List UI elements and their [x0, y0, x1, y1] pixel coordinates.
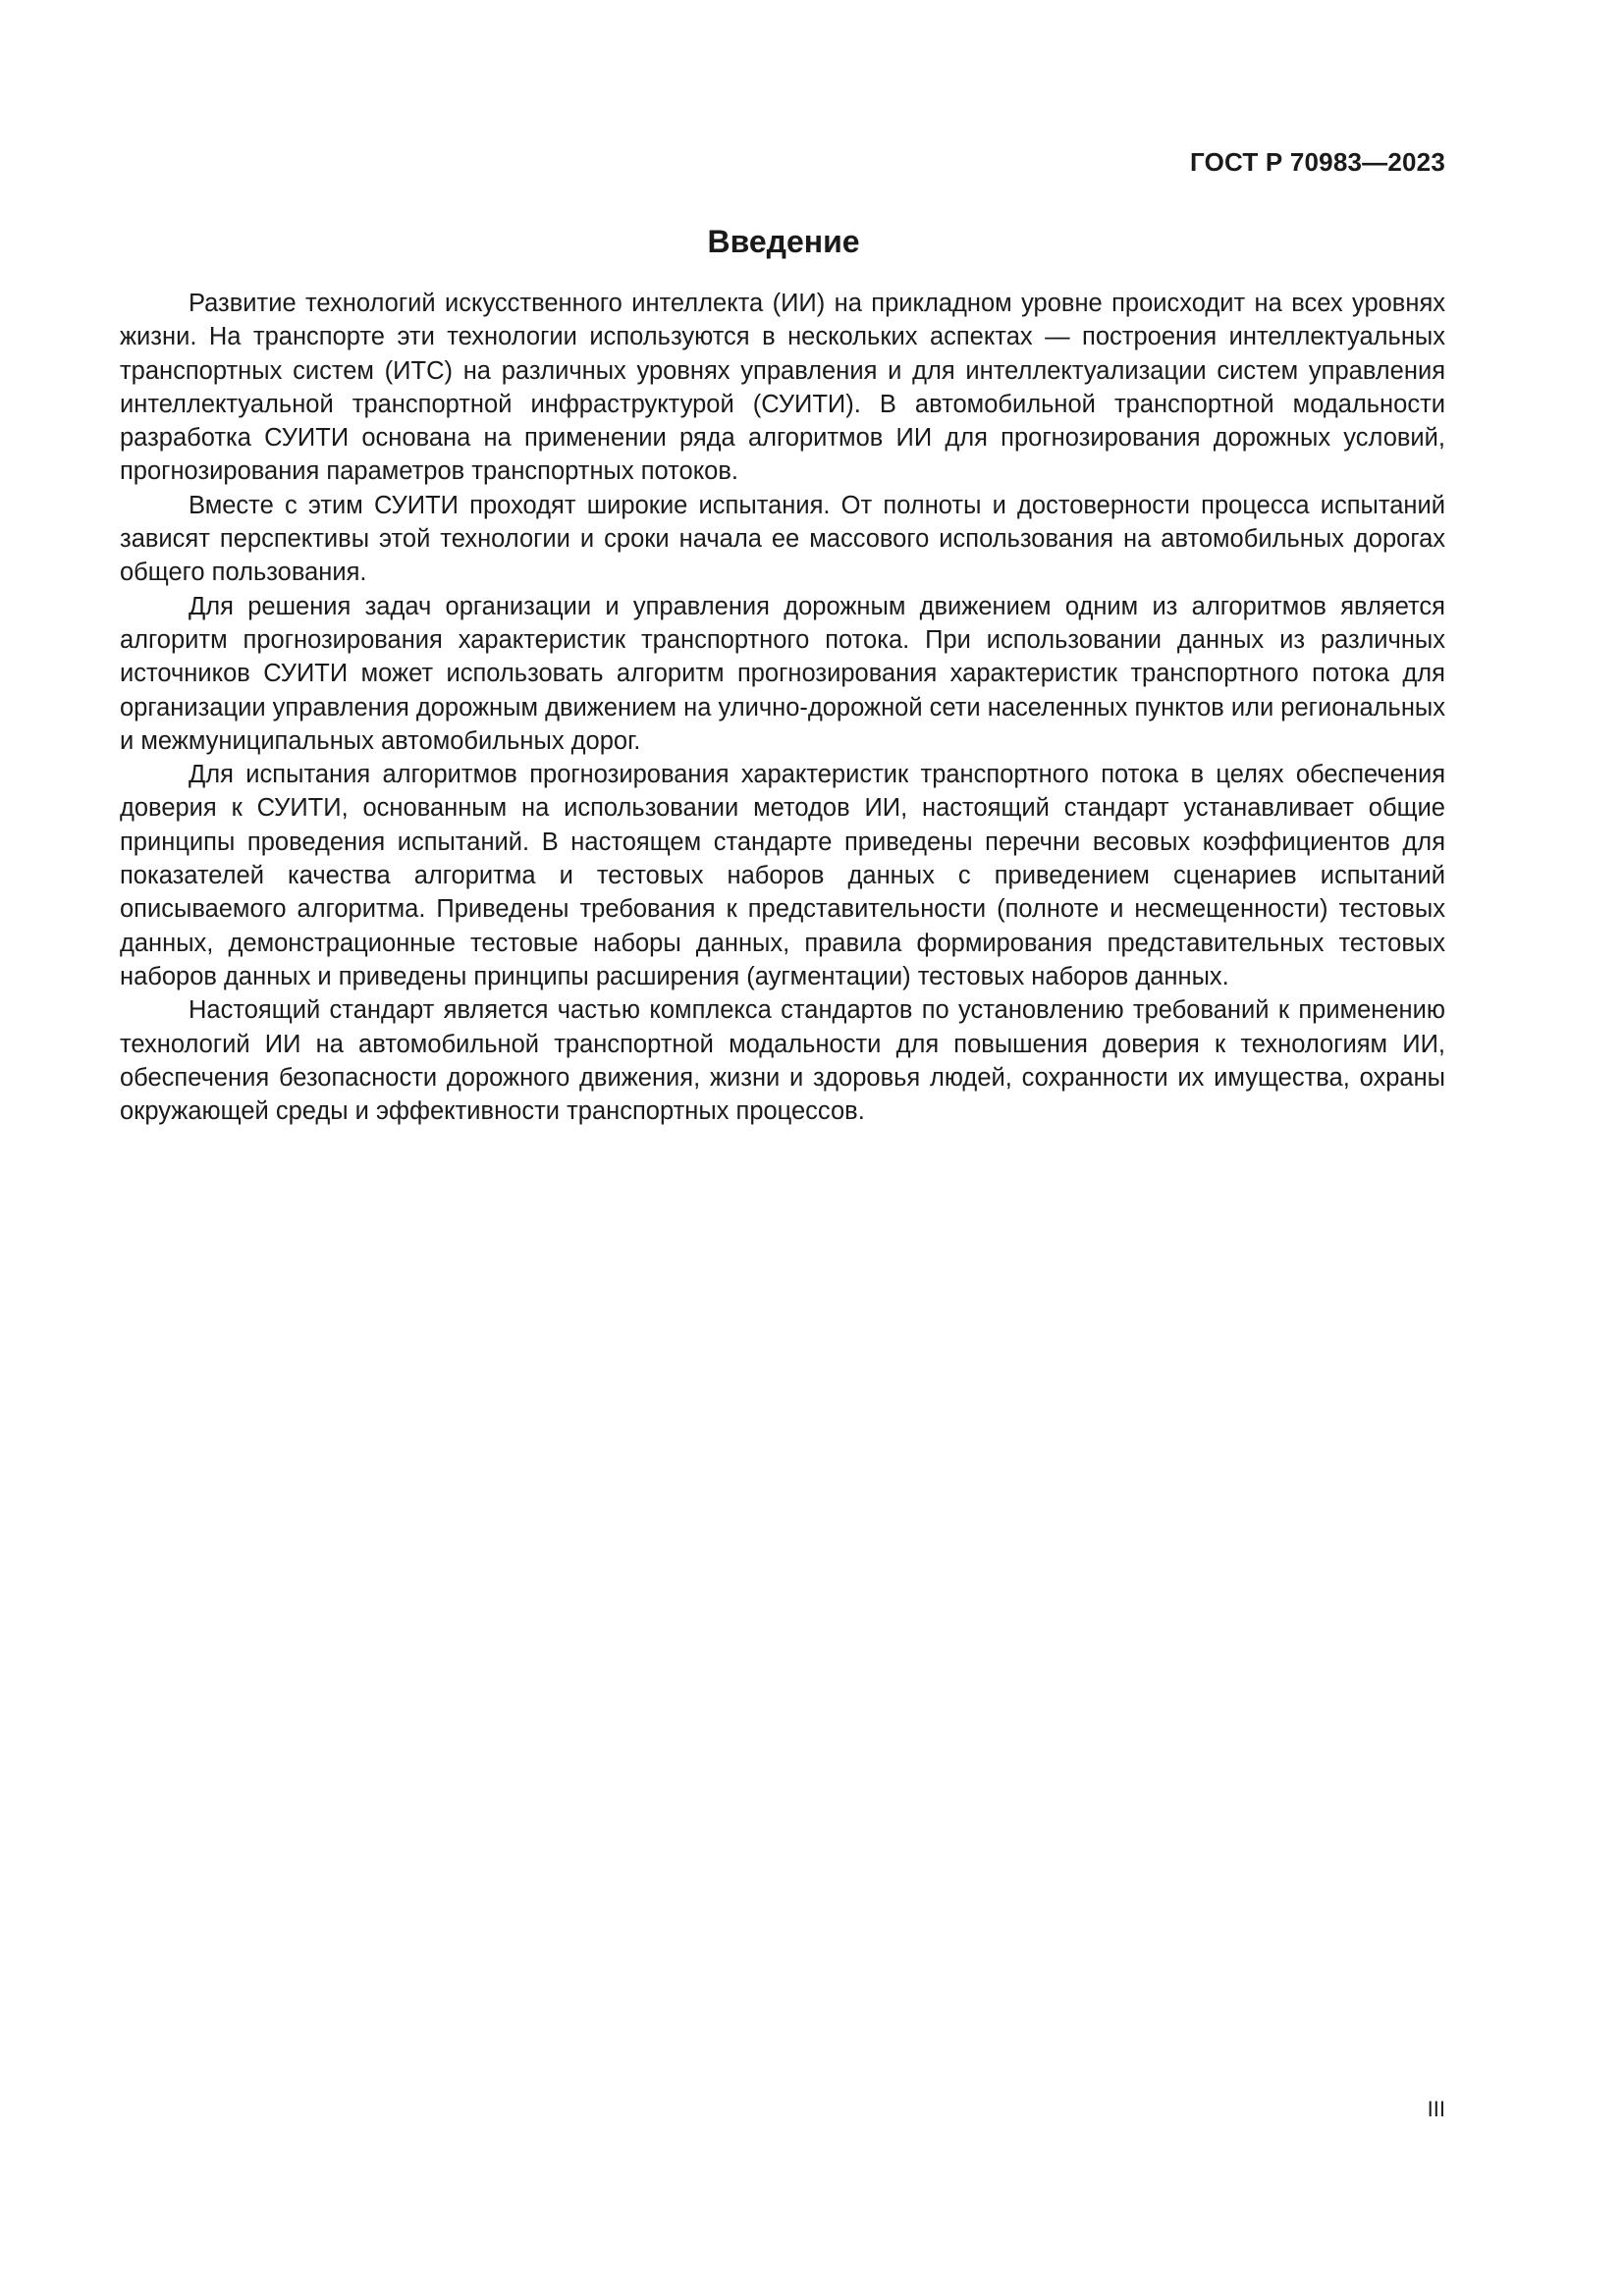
paragraph-1: Развитие технологий искусственного интеллекта (ИИ) на прикладном уровне происходит на всех уровнях жизни. На транспорте эти технологии используются в нескольких аспектах — построения интеллектуальных транспортных систем (ИТС) на различных уровнях управления и для интеллектуализации систем управления интеллектуальной транспортной инфраструктурой (СУИТИ). В автомобильной транспортной модальности разработка СУИТИ основана на применении ряда алгоритмов ИИ для прогнозирования дорожных условий, прогнозирования параметров транспортных потоков. [120, 290, 1445, 486]
paragraph-4: Для испытания алгоритмов прогнозирования характеристик транспортного потока в целях обеспечения доверия к СУИТИ, основанным на использовании методов ИИ, настоящий стандарт устанавливает общие принципы проведения испытаний. В настоящем стандарте приведены перечни весовых коэффициентов для показателей качества алгоритма и тестовых наборов данных с приведением сценариев испытаний описываемого алгоритма. Приведены требования к представительности (полноте и несмещенности) тестовых данных, демонстрационные тестовые наборы данных, правила формирования представительных тестовых наборов данных и приведены принципы расширения (аугментации) тестовых наборов данных. [120, 761, 1445, 990]
paragraph-2: Вместе с этим СУИТИ проходят широкие испытания. От полноты и достоверности процесса испытаний зависят перспективы этой технологии и сроки начала ее массового использования на автомобильных дорогах общего пользования. [120, 491, 1445, 587]
page-number: III [1427, 2097, 1445, 2121]
paragraph-3: Для решения задач организации и управления дорожным движением одним из алгоритмов является алгоритм прогнозирования характеристик транспортного потока. При использовании данных из различных источников СУИТИ может использовать алгоритм прогнозирования характеристик транспортного потока для организации управления дорожным движением на улично-дорожной сети населенных пунктов или региональных и межмуниципальных автомобильных дорог. [120, 592, 1445, 755]
document-code: ГОСТ Р 70983—2023 [1190, 147, 1445, 177]
section-title: Введение [707, 224, 860, 259]
section-body [120, 287, 1445, 1128]
paragraph-5: Настоящий стандарт является частью комплекса стандартов по установлению требований к применению технологий ИИ на автомобильной транспортной модальности для повышения доверия к технологиям ИИ, обеспечения безопасности дорожного движения, жизни и здоровья людей, сохранности их имущества, охраны окружающей среды и эффективности транспортных процессов. [120, 996, 1445, 1126]
